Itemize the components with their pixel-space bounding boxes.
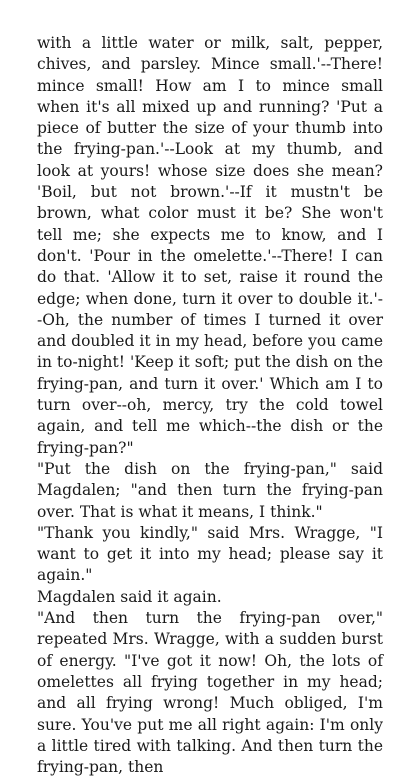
paragraph-mrs-wragge-repeats: "And then turn the frying-pan over," repeated Mrs. Wragge, with a sudden burst of energy. "I've got it now! Oh, the lots of omelettes all frying together in my head; and all frying wrong! Much obliged, I'm sure. You've put me all right again: I'm only a little tired with talking. And then turn the frying-pan, then: [37, 609, 383, 777]
paragraph-magdalen-answer: "Put the dish on the frying-pan," said Magdalen; "and then turn the frying-pan over. That is what it means, I think.": [37, 459, 383, 521]
page-body: [37, 33, 383, 778]
paragraph-omelette-instructions: with a little water or milk, salt, pepper, chives, and parsley. Mince small.'--There! mince small! How am I to mince small when it's all mixed up and running? 'Put a piece of butter the size of your thumb into the frying-pan.'--Look at my thumb, and look at yours! whose size does she mean? 'Boil, but not brown.'--If it mustn't be brown, what color must it be? She won't tell me; she expects me to know, and I don't. 'Pour in the omelette.'--There! I can do that. 'Allow it to set, raise it round the edge; when done, turn it over to double it.'--Oh, the number of times I turned it over and doubled it in my head, before you came in to-night! 'Keep it soft; put the dish on the frying-pan, and turn it over.' Which am I to turn over--oh, mercy, try the cold towel again, and tell me which--the dish or the frying-pan?": [37, 34, 383, 457]
paragraph-mrs-wragge-thanks: "Thank you kindly," said Mrs. Wragge, "I want to get it into my head; please say it again.": [37, 523, 383, 585]
paragraph-magdalen-repeats: Magdalen said it again.: [37, 587, 222, 606]
